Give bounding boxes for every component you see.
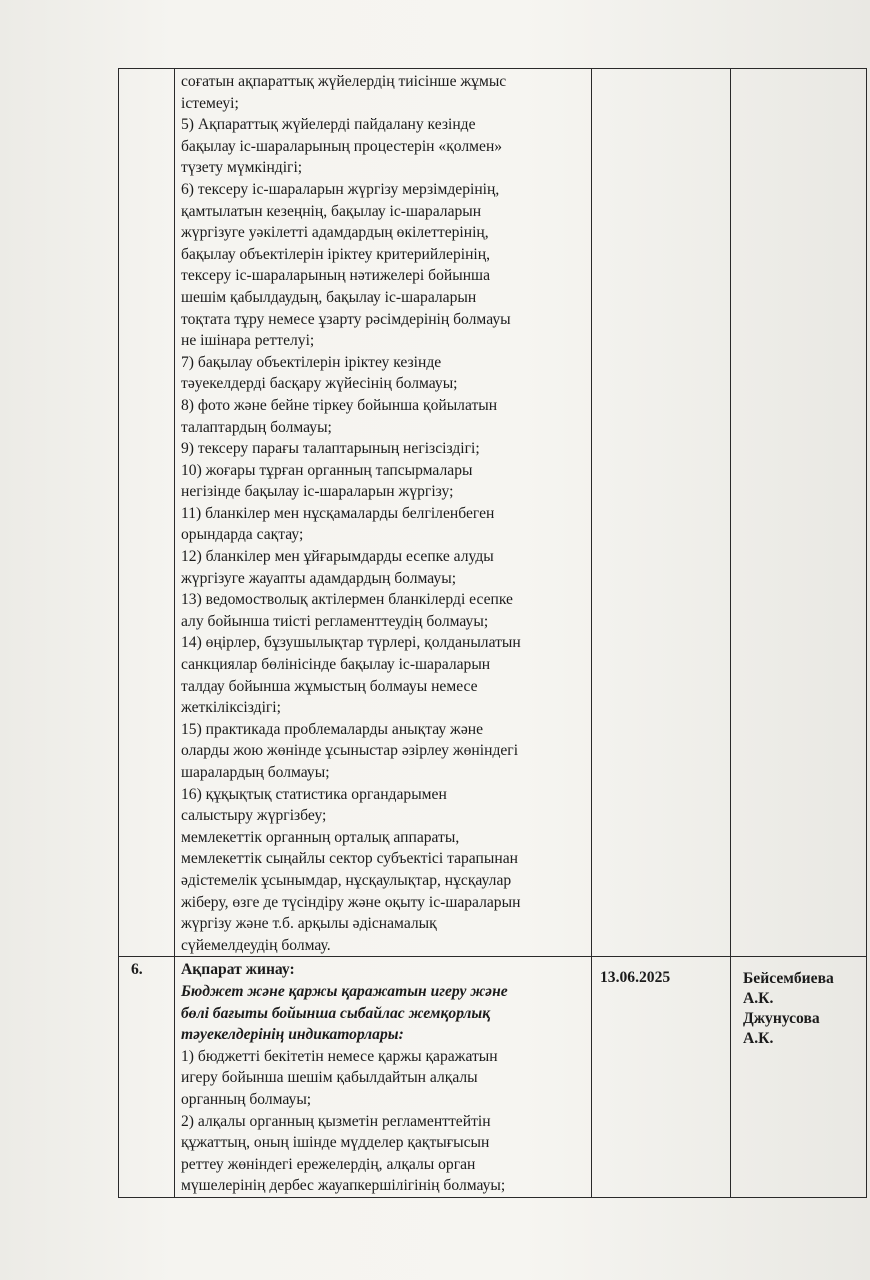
deadline-cell: [592, 957, 731, 1198]
responsible-name: А.К.: [743, 1030, 774, 1048]
text-line: 16) құқықтық статистика органдарымен: [181, 785, 447, 803]
text-line: орындарда сақтау;: [181, 526, 304, 544]
responsible-cell: [731, 957, 867, 1198]
text-line: 15) практикада проблемаларды анықтау және: [181, 720, 484, 738]
table-row-6: [119, 957, 867, 1198]
responsible-persons: [731, 957, 866, 1049]
text-line: 2) алқалы органның қызметін регламенттейтін: [181, 1112, 491, 1130]
text-line: реттеу жөніндегі ережелердің, алқалы орган: [181, 1155, 476, 1173]
text-line: жүргізу және т.б. арқылы әдіснамалық: [181, 915, 437, 933]
text-line: негізінде бақылау іс-шараларын жүргізу;: [181, 483, 454, 501]
text-line: тәуекелдерді басқару жүйесінің болмауы;: [181, 375, 458, 393]
text-line: 7) бақылау объектілерін іріктеу кезінде: [181, 353, 442, 371]
text-line: не ішінара реттелуі;: [181, 332, 315, 350]
subheading-line: бөлі бағыты бойынша сыбайлас жемқорлық: [181, 1004, 491, 1022]
row-subheading: [181, 981, 585, 1046]
responsible-name: Джунусова: [743, 1010, 820, 1028]
text-line: жеткіліксіздігі;: [181, 699, 281, 717]
text-line: игеру бойынша шешім қабылдайтын алқалы: [181, 1069, 478, 1087]
measure-text-block: [175, 957, 591, 1197]
responsible-name: А.К.: [743, 990, 774, 1008]
text-line: органның болмауы;: [181, 1090, 312, 1108]
text-line: қамтылатын кезеңнің, бақылау іс-шараларын: [181, 202, 482, 220]
subheading-line: Бюджет және қаржы қаражатын игеру және: [181, 982, 508, 1000]
text-line: жүргізуге жауапты адамдардың болмауы;: [181, 569, 457, 587]
text-line: тоқтата тұру немесе ұзарту рәсімдерінің болмауы: [181, 310, 511, 328]
row-number-cell: [119, 957, 175, 1198]
text-line: жіберу, өзге де түсіндіру және оқыту іс-шараларын: [181, 893, 521, 911]
text-line: тексеру іс-шараларының нәтижелері бойынша: [181, 267, 490, 285]
text-line: 1) бюджетті бекітетін немесе қаржы қаражатын: [181, 1047, 498, 1065]
text-line: 9) тексеру парағы талаптарының негізсіздігі;: [181, 440, 480, 458]
text-line: бақылау іс-шараларының процестерін «қолмен»: [181, 137, 503, 155]
text-line: талдау бойынша жұмыстың болмауы немесе: [181, 677, 478, 695]
text-line: талаптардың болмауы;: [181, 418, 332, 436]
plan-table: [118, 68, 867, 1198]
deadline-cell-empty: [592, 69, 731, 957]
text-line: оларды жою жөнінде ұсыныстар әзірлеу жөніндегі: [181, 742, 519, 760]
text-line: 13) ведомостволық актілермен бланкілерді есепке: [181, 591, 513, 609]
text-line: 6) тексеру іс-шараларын жүргізу мерзімдерінің,: [181, 180, 500, 198]
text-line: мемлекеттік органның орталық аппараты,: [181, 828, 460, 846]
text-line: шаралардың болмауы;: [181, 764, 330, 781]
text-line: 10) жоғары тұрған органның тапсырмалары: [181, 461, 473, 479]
text-line: алу бойынша тиісті регламенттеудің болмауы;: [181, 612, 489, 630]
measure-text-cell: [175, 957, 592, 1198]
text-line: мүшелерінің дербес жауапкершілігінің болмауы;: [181, 1177, 506, 1195]
text-line: санкциялар бөлінісінде бақылау іс-шараларын: [181, 656, 491, 674]
text-line: 5) Ақпараттық жүйелерді пайдалану кезінде: [181, 116, 476, 134]
responsible-cell-empty: [731, 69, 867, 957]
text-line: әдістемелік ұсынымдар, нұсқаулықтар, нұсқаулар: [181, 871, 512, 889]
row-heading: Ақпарат жинау:: [181, 961, 295, 979]
text-line: түзету мүмкіндігі;: [181, 159, 303, 177]
responsible-name: Бейсембиева: [743, 970, 834, 988]
text-line: жүргізуге уәкілетті адамдардың өкілеттерінің,: [181, 224, 489, 242]
text-line: сүйемелдеудің болмау.: [181, 936, 331, 954]
text-line: істемеуі;: [181, 94, 239, 112]
text-line: мемлекеттік сыңайлы сектор субъектісі тарапынан: [181, 850, 518, 868]
deadline-date: 13.06.2025: [600, 969, 671, 987]
text-line: шешім қабылдаудың, бақылау іс-шараларын: [181, 288, 477, 306]
row-items: [181, 1046, 585, 1197]
measure-text-cell: [175, 69, 592, 957]
text-line: 14) өңірлер, бұзушылықтар түрлері, қолданылатын: [181, 634, 521, 652]
row-number-cell-empty: [119, 69, 175, 957]
subheading-line: тәуекелдерінің индикаторлары:: [181, 1026, 404, 1044]
text-line: салыстыру жүргізбеу;: [181, 807, 327, 825]
measure-text-lines: [175, 69, 591, 956]
text-line: 12) бланкілер мен ұйғарымдарды есепке алуды: [181, 548, 494, 566]
text-line: бақылау объектілерін іріктеу критерийлерінің,: [181, 245, 491, 263]
table-row-continued: [119, 69, 867, 957]
text-line: 11) бланкілер мен нұсқамаларды белгіленбеген: [181, 504, 495, 522]
text-line: құжаттың, оның ішінде мүдделер қақтығысын: [181, 1134, 490, 1152]
row-number: 6.: [131, 961, 143, 979]
text-line: соғатын ақпараттық жүйелердің тиісінше жұмыс: [181, 73, 507, 90]
text-line: 8) фото және бейне тіркеу бойынша қойылатын: [181, 396, 498, 414]
